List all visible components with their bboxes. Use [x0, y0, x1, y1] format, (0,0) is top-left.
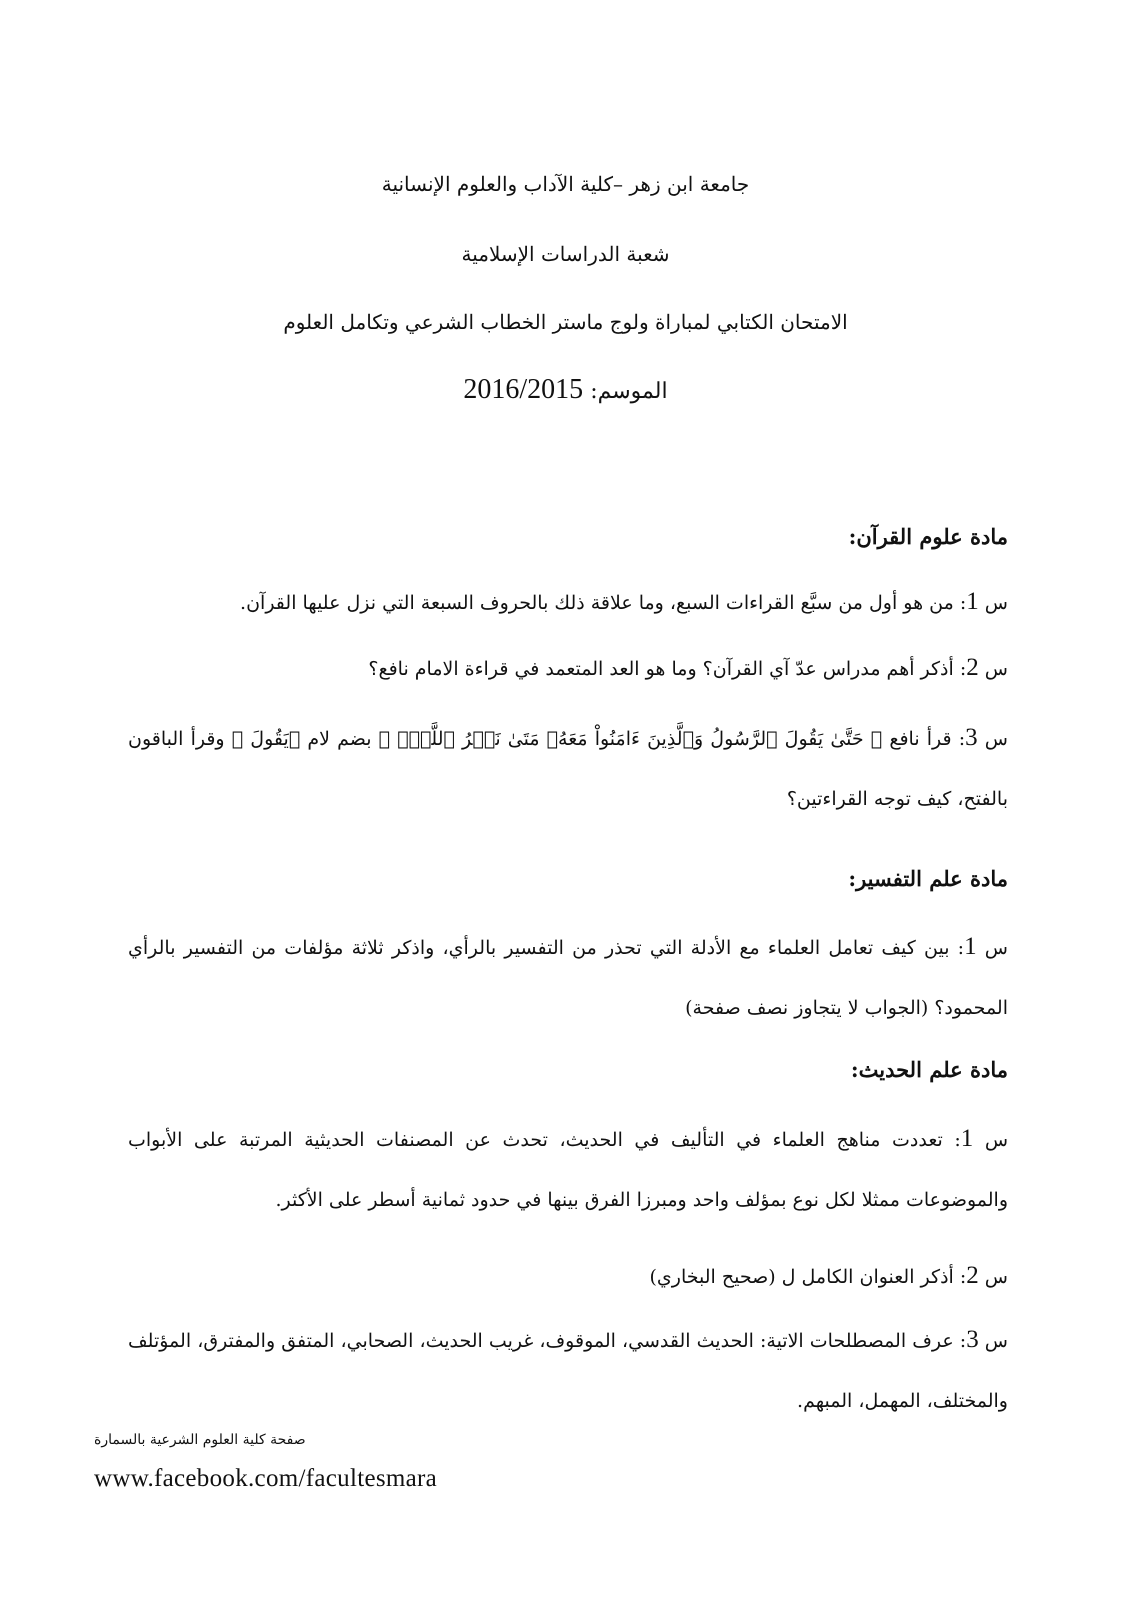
question-quran-3 — [128, 708, 1008, 829]
question-number: 1 — [960, 1125, 974, 1152]
exam-season — [0, 374, 1131, 406]
question-prefix: س — [984, 658, 1008, 680]
question-number: 1 — [964, 933, 977, 960]
question-text: : بين كيف تعامل العلماء مع الأدلة التي تحذر من التفسير بالرأي، واذكر ثلاثة مؤلفات من التفسير بالرأي المحمود؟ (الجواب لا يتجاوز نصف صفحة) — [128, 937, 1008, 1019]
question-hadith-2 — [128, 1246, 1008, 1307]
exam-title: الامتحان الكتابي لمباراة ولوج ماستر الخطاب الشرعي وتكامل العلوم — [283, 310, 848, 334]
question-prefix: س — [984, 937, 1008, 959]
section-title-hadith: مادة علم الحديث: — [850, 1057, 1008, 1082]
department-name: شعبة الدراسات الإسلامية — [461, 242, 670, 266]
university-name: جامعة ابن زهر –كلية الآداب والعلوم الإنسانية — [381, 172, 750, 196]
question-number: 3 — [965, 724, 978, 751]
question-prefix: س — [984, 1266, 1008, 1288]
question-quran-1 — [128, 572, 1008, 633]
question-prefix: س — [984, 1129, 1009, 1151]
question-quran-2 — [128, 638, 1008, 699]
footer-page-name: صفحة كلية العلوم الشرعية بالسمارة — [94, 1432, 306, 1448]
question-number: 2 — [966, 1262, 979, 1289]
section-title-tafsir: مادة علم التفسير: — [848, 866, 1008, 891]
question-tafsir-1 — [128, 917, 1008, 1038]
question-text: : عرف المصطلحات الاتية: الحديث القدسي، الموقوف، غريب الحديث، الصحابي، المتفق والمفترق، المؤتلف والمختلف، المهمل، المبهم. — [128, 1330, 1008, 1412]
question-number: 1 — [966, 588, 979, 615]
question-text: : أذكر أهم مدراس عدّ آي القرآن؟ وما هو العد المتعمد في قراءة الامام نافع؟ — [368, 658, 967, 680]
footer-url: www.facebook.com/facultesmara — [94, 1465, 438, 1492]
question-hadith-3 — [128, 1310, 1008, 1431]
section-title-quran-sciences: مادة علوم القرآن: — [848, 524, 1008, 549]
question-text: : أذكر العنوان الكامل ل (صحيح البخاري) — [649, 1266, 967, 1288]
season-label: الموسم: — [590, 379, 668, 404]
question-text: : تعددت مناهج العلماء في التأليف في الحديث، تحدث عن المصنفات الحديثية المرتبة على الأبواب والموضوعات ممثلا لكل نوع بمؤلف واحد ومبرزا الفرق بينها في حدود ثمانية أسطر على الأكثر. — [128, 1129, 1008, 1211]
question-text: : من هو أول من سبَّع القراءات السبع، وما علاقة ذلك بالحروف السبعة التي نزل عليها القرآن. — [240, 592, 967, 614]
question-text: : قرأ نافع ﴿ حَتَّىٰ يَقُولَ ٱلرَّسُولُ وَٱلَّذِينَ ءَامَنُواْ مَعَهُۥ مَتَىٰ نَصۡرُ ٱللَّهِۗ ﴾ بضم لام ﴿يَقُولَ ﴾ وقرأ الباقون بالفتح، كيف توجه القراءتين؟ — [128, 728, 1008, 810]
question-prefix: س — [984, 592, 1008, 614]
question-hadith-1 — [128, 1109, 1008, 1230]
season-value: 2016/2015 — [463, 374, 584, 405]
question-prefix: س — [984, 728, 1008, 750]
question-prefix: س — [984, 1330, 1008, 1352]
question-number: 2 — [966, 654, 979, 681]
question-number: 3 — [966, 1326, 979, 1353]
